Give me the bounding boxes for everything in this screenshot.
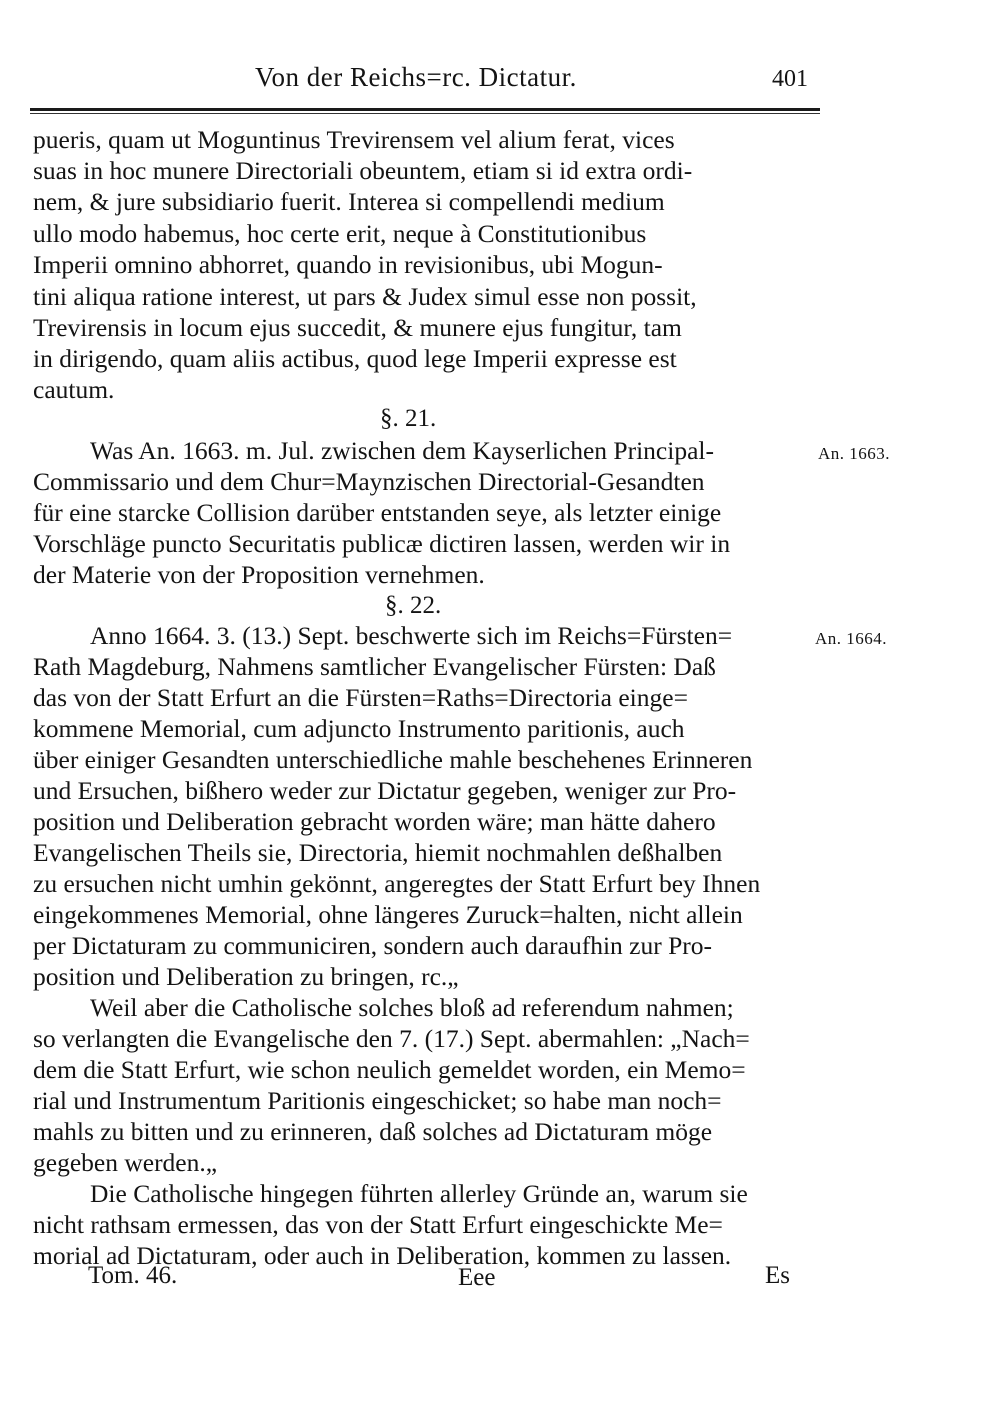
- text-line: für eine starcke Collision darüber entstanden seye, als letzter einige: [33, 498, 722, 527]
- text-line: Die Catholische hingegen führten allerley Gründe an, warum sie: [90, 1179, 748, 1208]
- text-line: nem, & jure subsidiario fuerit. Interea si compellendi medium: [33, 187, 665, 216]
- signature-letters: Eee: [458, 1264, 496, 1291]
- text-line: und Ersuchen, bißhero weder zur Dictatur gegeben, weniger zur Pro-: [33, 776, 737, 805]
- text-line: Imperii omnino abhorret, quando in revisionibus, ubi Mogun-: [33, 250, 663, 279]
- page-number: 401: [772, 66, 808, 92]
- catchword: Es: [765, 1262, 790, 1289]
- text-line: das von der Statt Erfurt an die Fürsten=Raths=Directoria einge=: [33, 683, 688, 712]
- text-line: eingekommenes Memorial, ohne längeres Zuruck=halten, nicht allein: [33, 900, 743, 929]
- text-line: suas in hoc munere Directoriali obeuntem, etiam si id extra ordi-: [33, 156, 693, 185]
- header-rule-thin: [30, 113, 820, 114]
- text-line: position und Deliberation gebracht worden wäre; man hätte dahero: [33, 807, 716, 836]
- text-line: Evangelischen Theils sie, Directoria, hiemit nochmahlen deßhalben: [33, 838, 723, 867]
- text-line: Trevirensis in locum ejus succedit, & munere ejus fungitur, tam: [33, 313, 682, 342]
- margin-note-year: An. 1664.: [815, 629, 888, 648]
- text-line: zu ersuchen nicht umhin gekönnt, angeregtes der Statt Erfurt bey Ihnen: [33, 869, 761, 898]
- text-line: per Dictaturam zu communiciren, sondern auch daraufhin zur Pro-: [33, 931, 713, 960]
- text-line: Commissario und dem Chur=Maynzischen Directorial-Gesandten: [33, 467, 705, 496]
- text-line: über einiger Gesandten unterschiedliche mahle beschehenes Erinneren: [33, 745, 753, 774]
- text-line: ullo modo habemus, hoc certe erit, neque à Constitutionibus: [33, 219, 647, 248]
- text-line: gegeben werden.„: [33, 1148, 218, 1177]
- text-line: in dirigendo, quam aliis actibus, quod lege Imperii expresse est: [33, 344, 677, 373]
- signature-mark: Tom. 46.: [88, 1262, 178, 1289]
- running-title: Von der Reichs=rc. Dictatur.: [255, 62, 577, 92]
- header-rule: [30, 108, 820, 111]
- running-header: [30, 62, 830, 102]
- text-line: Anno 1664. 3. (13.) Sept. beschwerte sich im Reichs=Fürsten=: [90, 621, 733, 650]
- text-line: dem die Statt Erfurt, wie schon neulich gemeldet worden, ein Memo=: [33, 1055, 746, 1084]
- text-line: kommene Memorial, cum adjuncto Instrumento paritionis, auch: [33, 714, 685, 743]
- text-line: morial ad Dictaturam, oder auch in Deliberation, kommen zu lassen.: [33, 1241, 732, 1270]
- section-heading: §. 21.: [380, 405, 437, 432]
- text-line: pueris, quam ut Moguntinus Trevirensem vel alium ferat, vices: [33, 125, 675, 154]
- text-line: Vorschläge puncto Securitatis publicæ dictiren lassen, werden wir in: [33, 529, 731, 558]
- text-line: der Materie von der Proposition vernehmen.: [33, 560, 485, 589]
- text-line: tini aliqua ratione interest, ut pars & Judex simul esse non possit,: [33, 282, 697, 311]
- margin-note-year: An. 1663.: [818, 444, 891, 463]
- text-line: Weil aber die Catholische solches bloß ad referendum nahmen;: [90, 993, 734, 1022]
- text-line: Rath Magdeburg, Nahmens samtlicher Evangelischer Fürsten: Daß: [33, 652, 716, 681]
- text-line: so verlangten die Evangelische den 7. (17.) Sept. abermahlen: „Nach=: [33, 1024, 750, 1053]
- text-line: rial und Instrumentum Paritionis eingeschicket; so habe man noch=: [33, 1086, 722, 1115]
- text-line: cautum.: [33, 375, 115, 404]
- text-line: Was An. 1663. m. Jul. zwischen dem Kayserlichen Principal-: [90, 436, 714, 465]
- section-heading: §. 22.: [385, 592, 442, 619]
- text-line: nicht rathsam ermessen, das von der Statt Erfurt eingeschickte Me=: [33, 1210, 723, 1239]
- text-line: mahls zu bitten und zu erinneren, daß solches ad Dictaturam möge: [33, 1117, 713, 1146]
- text-line: position und Deliberation zu bringen, rc.„: [33, 962, 459, 991]
